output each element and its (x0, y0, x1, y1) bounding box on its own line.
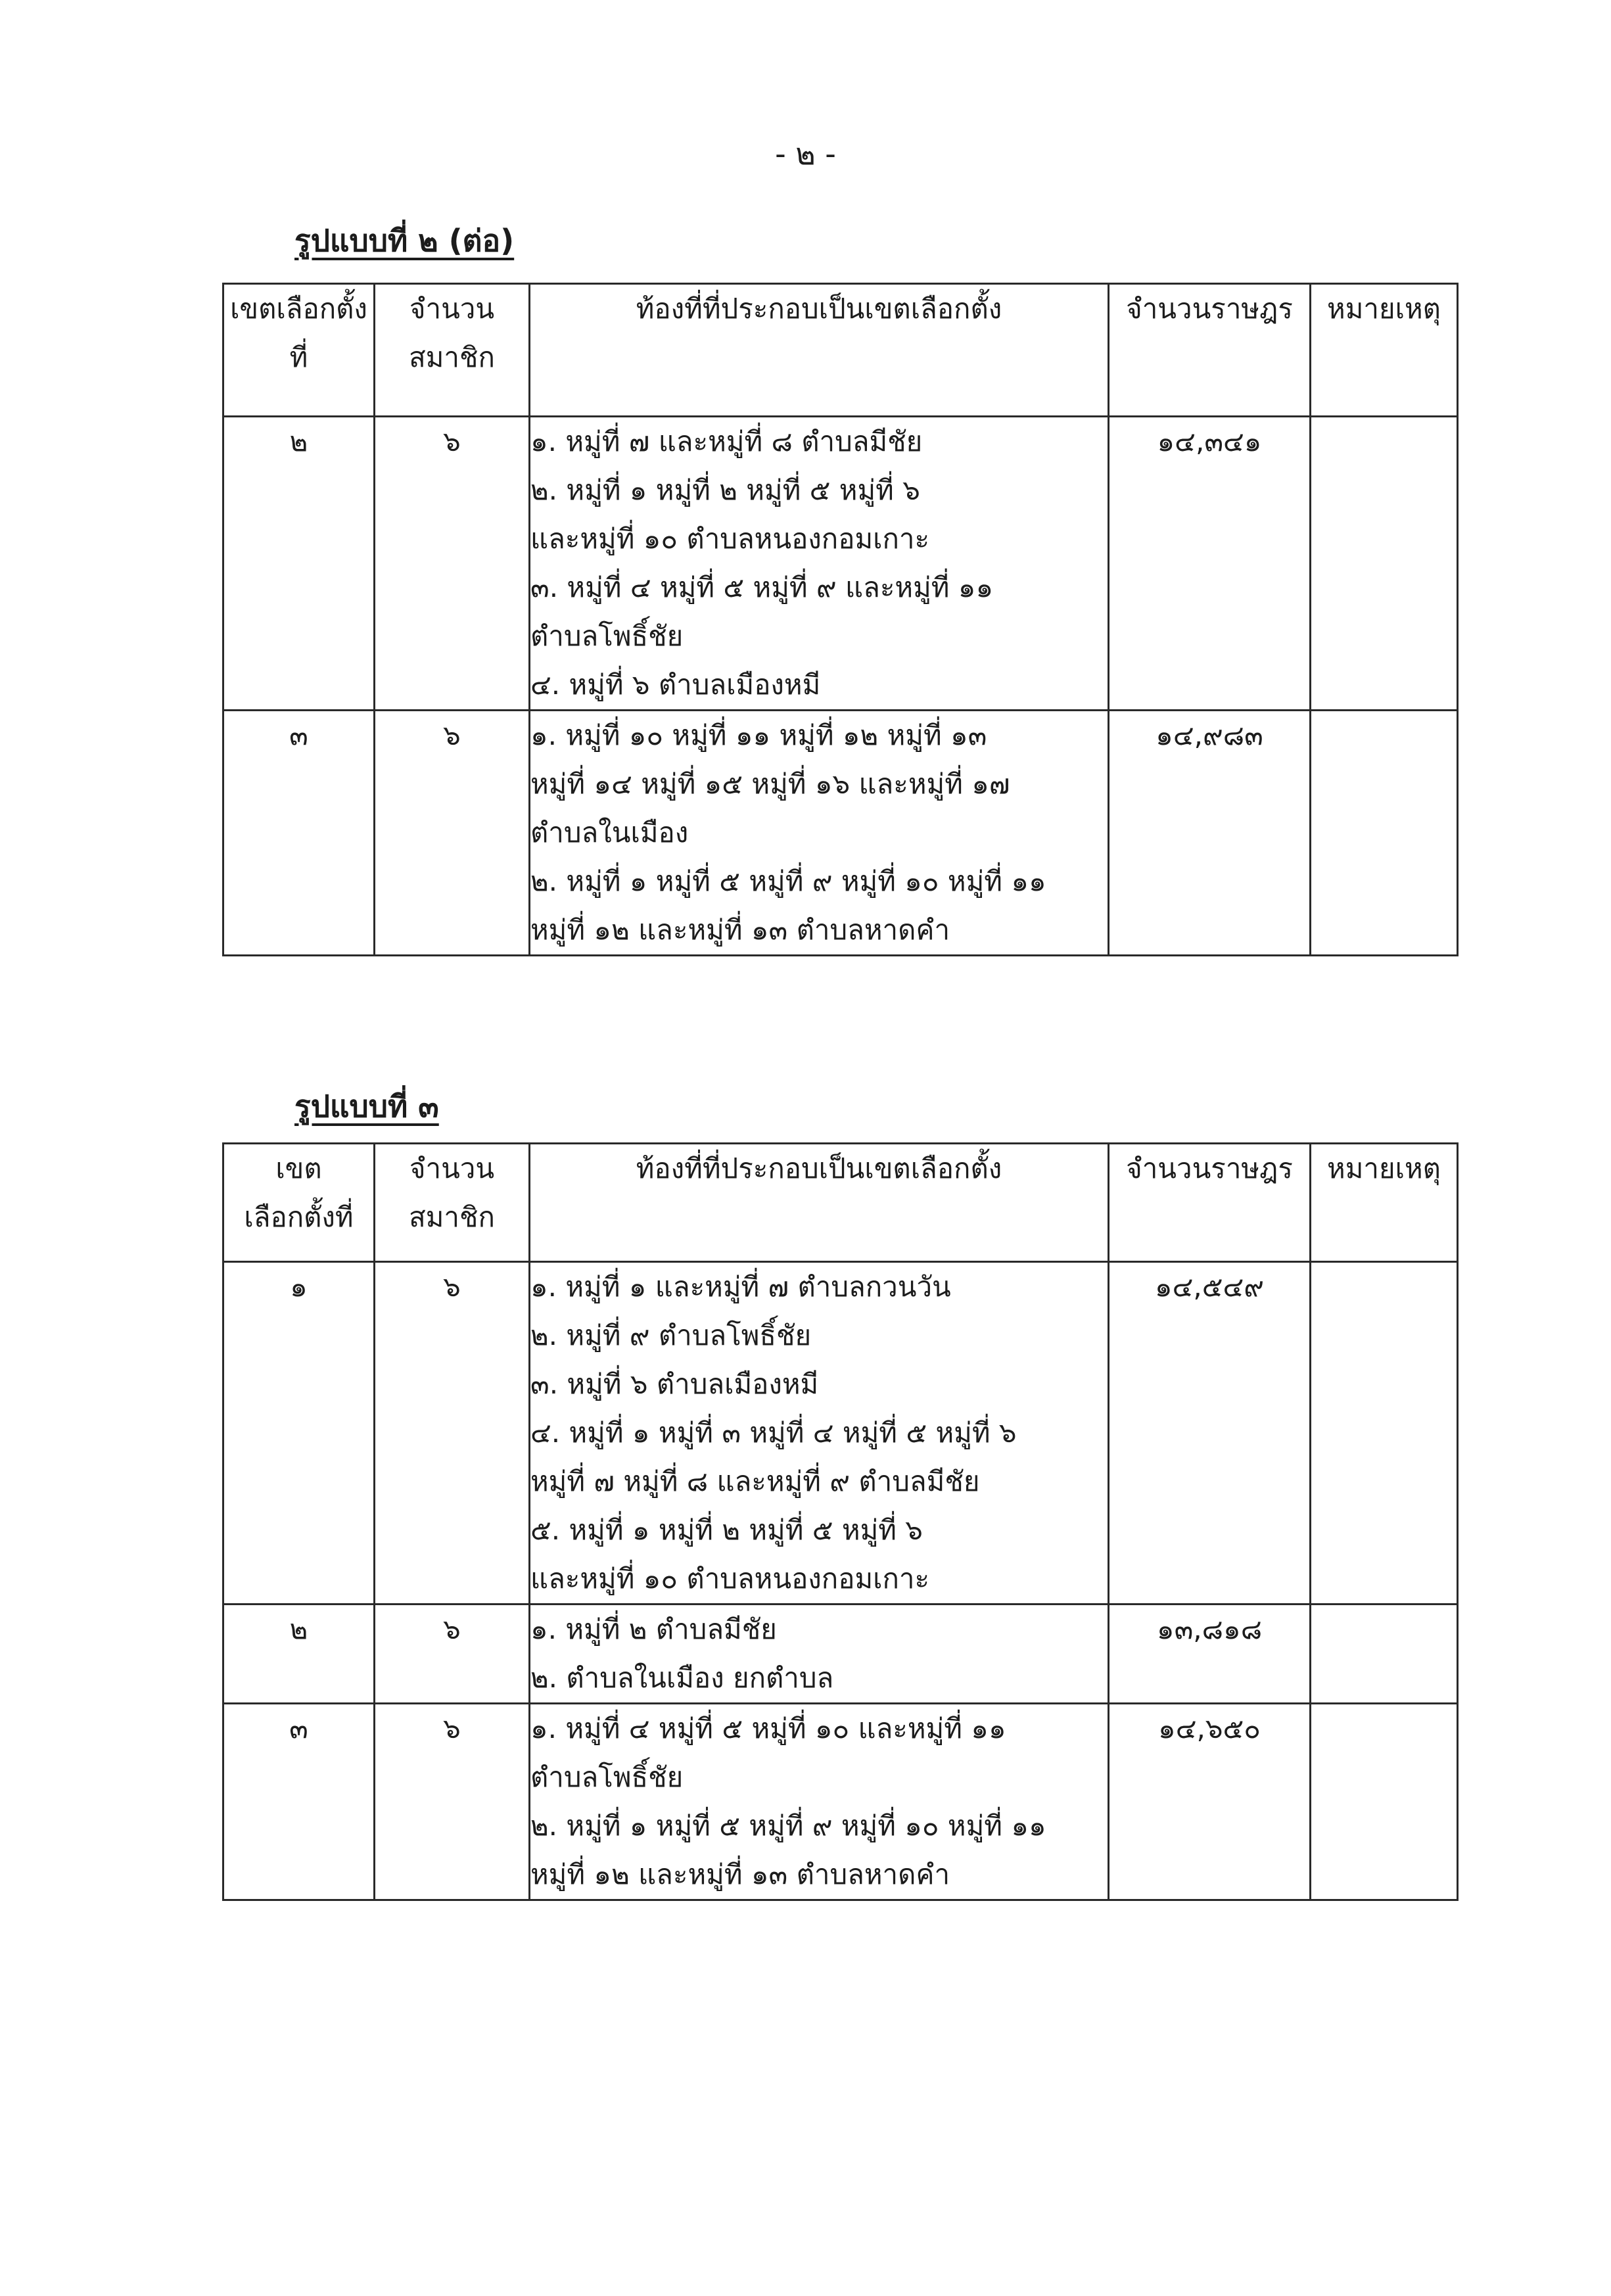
table-header-row (223, 284, 1458, 417)
remark-cell (1311, 1262, 1458, 1605)
area-list-item (530, 1802, 1108, 1899)
district-number-cell: ๓ (223, 1704, 375, 1900)
header-text-line: จำนวน (409, 1152, 495, 1184)
area-list-item (530, 1263, 1108, 1311)
area-text-line: ๑. หมู่ที่ ๒ ตำบลมีชัย (530, 1613, 777, 1645)
header-text-line: ที่ (289, 341, 308, 373)
area-text-line: ๑. หมู่ที่ ๑ และหมู่ที่ ๗ ตำบลกวนวัน (530, 1271, 951, 1303)
district-number-cell: ๑ (223, 1262, 375, 1605)
areas-cell (530, 1605, 1109, 1704)
header-text-line: จำนวนราษฎร (1126, 293, 1293, 325)
area-text-line: ๔. หมู่ที่ ๑ หมู่ที่ ๓ หมู่ที่ ๔ หมู่ที่ ๕ หมู่ที่ ๖ (530, 1417, 1017, 1449)
areas-cell (530, 417, 1109, 711)
member-count-cell: ๖ (375, 1262, 530, 1605)
area-text-line: ๒. หมู่ที่ ๑ หมู่ที่ ๕ หมู่ที่ ๙ หมู่ที่ ๑๐ หมู่ที่ ๑๑ (530, 865, 1046, 897)
table-row (223, 1262, 1458, 1605)
header-text-line: จำนวน (409, 293, 495, 325)
area-list-item (530, 857, 1108, 954)
header-text-line: หมายเหตุ (1327, 293, 1441, 325)
areas-cell (530, 1262, 1109, 1605)
area-text-line: และหมู่ที่ ๑๐ ตำบลหนองกอมเกาะ (530, 1562, 930, 1595)
area-text-line: ๒. หมู่ที่ ๙ ตำบลโพธิ์ชัย (530, 1319, 812, 1351)
header-text-line: จำนวนราษฎร (1126, 1152, 1293, 1184)
areas-cell (530, 711, 1109, 956)
table-row (223, 711, 1458, 956)
section-title-format-2-cont: รูปแบบที่ ๒ (ต่อ) (294, 223, 515, 258)
area-text-line: ๓. หมู่ที่ ๔ หมู่ที่ ๕ หมู่ที่ ๙ และหมู่ที่ ๑๑ (530, 571, 994, 603)
area-text-line: ตำบลโพธิ์ชัย (530, 620, 684, 652)
area-text-line: ๑. หมู่ที่ ๗ และหมู่ที่ ๘ ตำบลมีชัย (530, 425, 923, 457)
header-text-line: เขต (275, 1152, 322, 1184)
area-text-line: หมู่ที่ ๑๔ หมู่ที่ ๑๕ หมู่ที่ ๑๖ และหมู่ที่ ๑๗ (530, 768, 1010, 800)
member-count-cell: ๖ (375, 711, 530, 956)
table-row (223, 1605, 1458, 1704)
table-row (223, 1704, 1458, 1900)
remark-cell (1311, 417, 1458, 711)
population-cell: ๑๔,๓๔๑ (1109, 417, 1311, 711)
area-list-item (530, 417, 1108, 466)
population-cell: ๑๔,๕๔๙ (1109, 1262, 1311, 1605)
election-district-table-format-2 (222, 283, 1459, 956)
population-cell: ๑๔,๙๘๓ (1109, 711, 1311, 956)
district-number-cell: ๒ (223, 417, 375, 711)
header-areas (530, 1144, 1109, 1262)
area-text-line: ๒. หมู่ที่ ๑ หมู่ที่ ๒ หมู่ที่ ๕ หมู่ที่ ๖ (530, 474, 920, 506)
header-text-line: ท้องที่ที่ประกอบเป็นเขตเลือกตั้ง (636, 293, 1002, 325)
table-header-row (223, 1144, 1458, 1262)
remark-cell (1311, 1605, 1458, 1704)
area-text-line: ๔. หมู่ที่ ๖ ตำบลเมืองหมี (530, 668, 821, 701)
area-list-item (530, 1654, 1108, 1702)
area-list-item (530, 1506, 1108, 1603)
header-district-number (223, 284, 375, 417)
area-list-item (530, 1409, 1108, 1506)
area-list-item (530, 563, 1108, 661)
district-number-cell: ๓ (223, 711, 375, 956)
area-list-item (530, 466, 1108, 563)
population-cell: ๑๔,๖๕๐ (1109, 1704, 1311, 1900)
area-list-item (530, 1704, 1108, 1802)
election-district-table-format-3 (222, 1142, 1459, 1901)
area-text-line: ๕. หมู่ที่ ๑ หมู่ที่ ๒ หมู่ที่ ๕ หมู่ที่ ๖ (530, 1514, 923, 1546)
area-text-line: หมู่ที่ ๗ หมู่ที่ ๘ และหมู่ที่ ๙ ตำบลมีชัย (530, 1465, 980, 1497)
header-district-number (223, 1144, 375, 1262)
area-text-line: ๑. หมู่ที่ ๑๐ หมู่ที่ ๑๑ หมู่ที่ ๑๒ หมู่ที่ ๑๓ (530, 719, 987, 751)
area-list-item (530, 1360, 1108, 1409)
remark-cell (1311, 711, 1458, 956)
header-member-count (375, 1144, 530, 1262)
header-remark (1311, 1144, 1458, 1262)
header-text-line: หมายเหตุ (1327, 1152, 1441, 1184)
area-text-line: หมู่ที่ ๑๒ และหมู่ที่ ๑๓ ตำบลหาดคำ (530, 1858, 950, 1890)
header-text-line: เขตเลือกตั้ง (230, 293, 367, 325)
remark-cell (1311, 1704, 1458, 1900)
header-text-line: ท้องที่ที่ประกอบเป็นเขตเลือกตั้ง (636, 1152, 1002, 1184)
member-count-cell: ๖ (375, 1605, 530, 1704)
member-count-cell: ๖ (375, 417, 530, 711)
area-text-line: ตำบลในเมือง (530, 816, 689, 849)
area-list-item (530, 661, 1108, 709)
header-text-line: สมาชิก (409, 1201, 495, 1233)
page-number: - ๒ - (775, 136, 836, 172)
area-text-line: และหมู่ที่ ๑๐ ตำบลหนองกอมเกาะ (530, 523, 930, 555)
header-text-line: สมาชิก (409, 341, 495, 373)
section-title-format-3: รูปแบบที่ ๓ (294, 1089, 439, 1124)
area-text-line: หมู่ที่ ๑๒ และหมู่ที่ ๑๓ ตำบลหาดคำ (530, 914, 950, 946)
header-population (1109, 284, 1311, 417)
district-number-cell: ๒ (223, 1605, 375, 1704)
area-text-line: ๒. ตำบลในเมือง ยกตำบล (530, 1662, 834, 1694)
area-text-line: ๓. หมู่ที่ ๖ ตำบลเมืองหมี (530, 1368, 819, 1400)
header-text-line: เลือกตั้งที่ (244, 1201, 354, 1233)
area-list-item (530, 1311, 1108, 1360)
area-text-line: ๑. หมู่ที่ ๔ หมู่ที่ ๕ หมู่ที่ ๑๐ และหมู่ที่ ๑๑ (530, 1712, 1006, 1745)
population-cell: ๑๓,๘๑๘ (1109, 1605, 1311, 1704)
header-areas (530, 284, 1109, 417)
area-list-item (530, 711, 1108, 857)
area-text-line: ตำบลโพธิ์ชัย (530, 1761, 684, 1793)
header-population (1109, 1144, 1311, 1262)
table-row (223, 417, 1458, 711)
areas-cell (530, 1704, 1109, 1900)
area-list-item (530, 1605, 1108, 1654)
header-remark (1311, 284, 1458, 417)
member-count-cell: ๖ (375, 1704, 530, 1900)
header-member-count (375, 284, 530, 417)
area-text-line: ๒. หมู่ที่ ๑ หมู่ที่ ๕ หมู่ที่ ๙ หมู่ที่ ๑๐ หมู่ที่ ๑๑ (530, 1810, 1046, 1842)
